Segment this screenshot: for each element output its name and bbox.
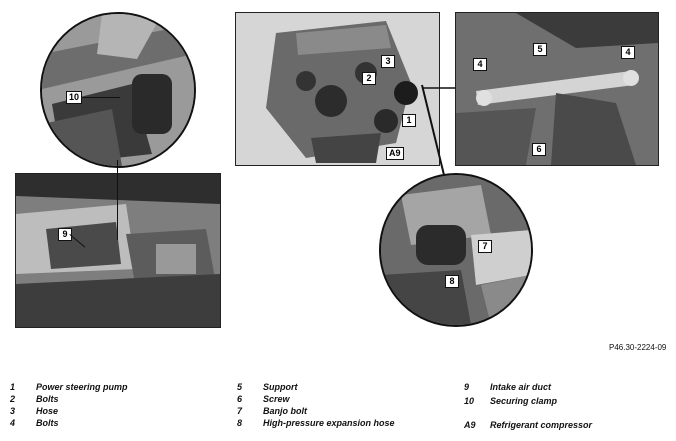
- legend-number: 7: [237, 406, 243, 416]
- engine-bay-illustration: [16, 174, 220, 327]
- callout-A9: A9: [386, 147, 404, 160]
- legend-number: 1: [10, 382, 16, 392]
- legend-item: [237, 394, 290, 404]
- legend-number: 2: [10, 394, 16, 404]
- legend-number: 8: [237, 418, 243, 428]
- legend-text: Bolts: [36, 418, 59, 428]
- leader-10: [82, 97, 120, 98]
- figure-reference-code: P46.30-2224-09: [609, 343, 667, 352]
- banjo-bolt-illustration: [381, 175, 531, 325]
- support-bolts-photo: [455, 12, 659, 166]
- support-illustration: [456, 13, 658, 165]
- detail-circle-banjo-bolt: [379, 173, 533, 327]
- legend-text: Securing clamp: [490, 396, 558, 406]
- callout-7: 7: [478, 240, 492, 253]
- callout-4-right: 4: [621, 46, 635, 59]
- callout-10: 10: [66, 91, 82, 104]
- legend-number: 5: [237, 382, 243, 392]
- callout-8: 8: [445, 275, 459, 288]
- legend-text: Power steering pump: [36, 382, 128, 392]
- legend-item: [237, 382, 298, 392]
- legend-number: 10: [464, 396, 475, 406]
- legend-item: [237, 406, 307, 416]
- connector-line-clamp: [117, 160, 118, 240]
- connector-line-support: [420, 80, 460, 100]
- legend-number: 3: [10, 406, 16, 416]
- legend-text: Banjo bolt: [263, 406, 307, 416]
- legend-number: 9: [464, 382, 470, 392]
- legend-number: 4: [10, 418, 16, 428]
- callout-5: 5: [533, 43, 547, 56]
- detail-circle-securing-clamp: [40, 12, 196, 168]
- legend-text: Bolts: [36, 394, 59, 404]
- callout-6: 6: [532, 143, 546, 156]
- legend-text: Hose: [36, 406, 59, 416]
- legend-text: High-pressure expansion hose: [263, 418, 395, 428]
- legend-number: 6: [237, 394, 243, 404]
- legend-number: A9: [464, 420, 476, 430]
- legend-item: [10, 382, 128, 392]
- callout-9: 9: [58, 228, 72, 241]
- legend-text: Intake air duct: [490, 382, 552, 392]
- legend-item: [10, 418, 59, 428]
- legend-text: Screw: [263, 394, 290, 404]
- legend-item: [237, 418, 395, 428]
- legend-item: [464, 396, 557, 406]
- callout-3: 3: [381, 55, 395, 68]
- engine-illustration: [236, 13, 439, 165]
- legend-text: Refrigerant compressor: [490, 420, 593, 430]
- clamp-detail-illustration: [42, 14, 194, 166]
- callout-1: 1: [402, 114, 416, 127]
- legend-item: [10, 394, 59, 404]
- callout-2: 2: [362, 72, 376, 85]
- legend-text: Support: [263, 382, 298, 392]
- engine-bay-photo: [15, 173, 221, 328]
- legend-item: [10, 406, 58, 416]
- legend-item: [464, 382, 551, 392]
- legend-item: [464, 420, 592, 430]
- callout-4-left: 4: [473, 58, 487, 71]
